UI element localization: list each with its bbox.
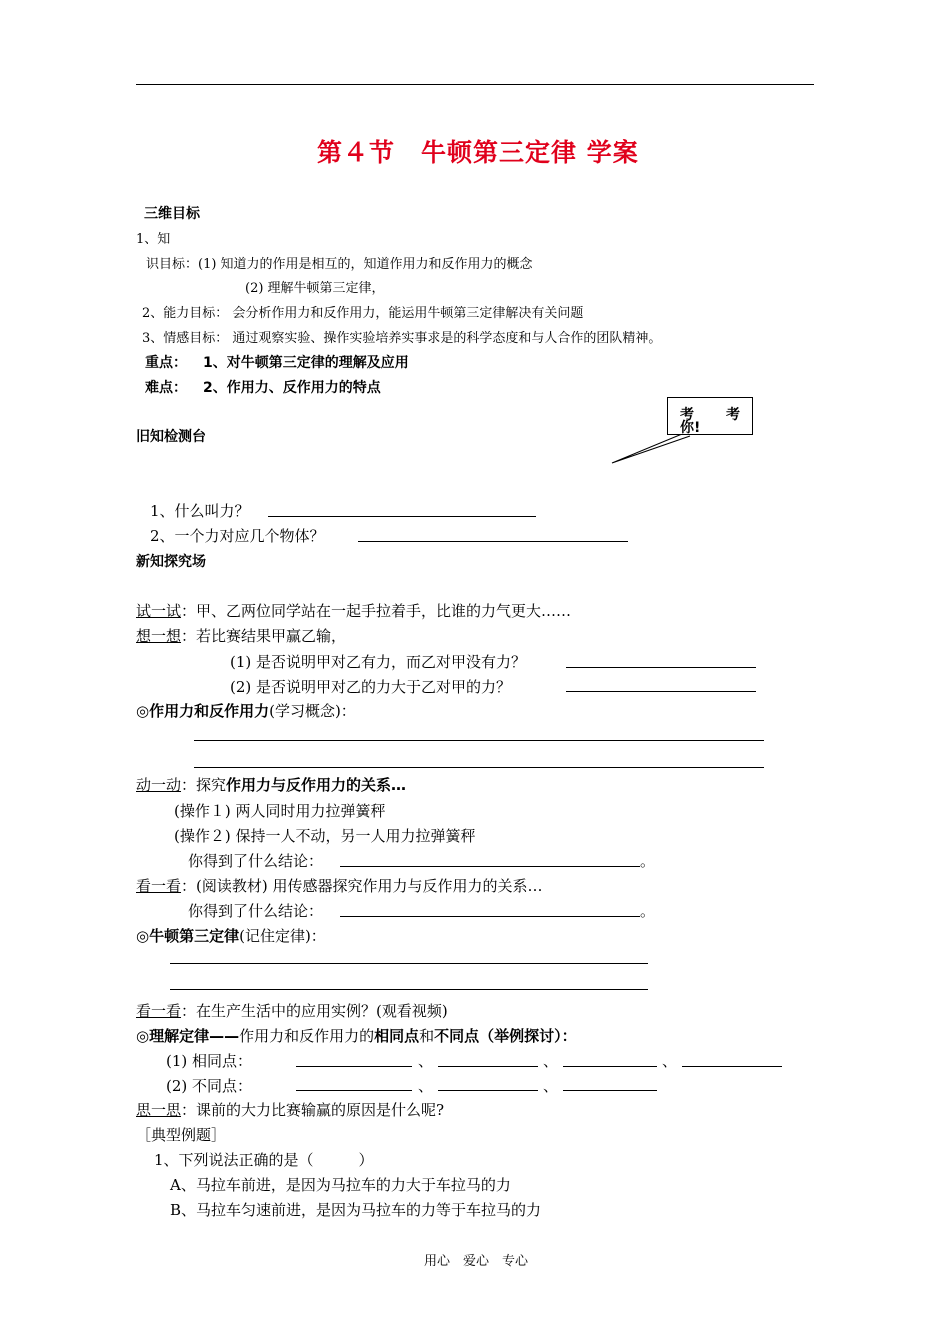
knowledge-goal-2: (2) 理解牛顿第三定律， <box>245 281 385 296</box>
review-question-1: 1、什么叫力？ <box>150 502 250 520</box>
same-points-label: (1) 相同点： <box>166 1052 253 1070</box>
option-a: A、马拉车前进，是因为马拉车的力大于车拉马的力 <box>170 1176 511 1194</box>
difficulty-text: 2、作用力、反作用力的特点 <box>203 380 381 396</box>
answer-blank[interactable] <box>563 1066 657 1067</box>
callout-text-1: 考 <box>680 407 694 423</box>
and-word: 和 <box>419 1027 435 1045</box>
reflect-label: 思一思 <box>136 1101 182 1119</box>
review-question-2: 2、一个力对应几个物体？ <box>150 527 325 545</box>
reflect-text: ：课前的大力比赛输赢的原因是什么呢? <box>181 1101 445 1119</box>
callout-text-2: 考 <box>726 407 740 423</box>
goals-heading: 三维目标 <box>144 206 200 222</box>
same-points-word: 相同点 <box>374 1027 420 1045</box>
answer-blank[interactable] <box>438 1090 538 1091</box>
explore-heading: 新知探究场 <box>136 554 206 570</box>
answer-blank[interactable] <box>358 541 628 542</box>
move-text: ：探究 <box>181 776 227 794</box>
try-line <box>136 600 571 621</box>
try-text: ：甲、乙两位同学站在一起手拉着手，比谁的力气更大…… <box>181 602 572 620</box>
law-heading: ◎牛顿第三定律 <box>136 927 240 945</box>
sentence-end: 。 <box>640 902 656 920</box>
think-text: ：若比赛结果甲赢乙输， <box>181 627 347 645</box>
difficulty-label: 难点： <box>145 380 187 396</box>
separator: 、 <box>418 1052 434 1070</box>
answer-blank[interactable] <box>296 1090 412 1091</box>
look2-label: 看一看 <box>136 1002 182 1020</box>
sentence-end: 。 <box>640 852 656 870</box>
example-question-1: 1、下列说法正确的是（ ） <box>154 1151 374 1169</box>
concept-heading: ◎作用力和反作用力 <box>136 702 270 720</box>
think-question-2: (2) 是否说明甲对乙的力大于乙对甲的力？ <box>230 678 512 696</box>
answer-blank[interactable] <box>566 691 756 692</box>
look2-line <box>136 1000 448 1021</box>
look2-text: ：在生产生活中的应用实例？(观看视频) <box>181 1002 448 1020</box>
answer-blank[interactable] <box>296 1066 412 1067</box>
emotion-goal: 3、情感目标： 通过观察实验、操作实验培养实事求是的科学态度和与人合作的团队精神。 <box>142 331 662 346</box>
examples-heading: ［典型例题］ <box>136 1126 227 1144</box>
option-b: B、马拉车匀速前进，是因为马拉车的力等于车拉马的力 <box>170 1201 542 1219</box>
think-line <box>136 625 346 646</box>
key-point-label: 重点： <box>145 355 187 371</box>
understand-heading: ◎理解定律—— <box>136 1027 240 1045</box>
conclusion-prompt: 你得到了什么结论： <box>188 852 324 870</box>
look-label: 看一看 <box>136 877 182 895</box>
page-footer: 用心 爱心 专心 <box>424 1254 529 1269</box>
separator: 、 <box>543 1077 559 1095</box>
page-title: 第４节 牛顿第三定律 学案 <box>317 138 639 167</box>
answer-blank[interactable] <box>194 740 764 741</box>
answer-blank[interactable] <box>340 866 640 867</box>
move-label: 动一动 <box>136 776 182 794</box>
answer-blank[interactable] <box>563 1090 657 1091</box>
law-note: (记住定律)： <box>239 927 326 945</box>
concept-note: (学习概念)： <box>269 702 356 720</box>
separator: 、 <box>418 1077 434 1095</box>
think-label: 想一想 <box>136 627 182 645</box>
understand-text: 作用力和反作用力的 <box>239 1027 375 1045</box>
diff-points-label: (2) 不同点： <box>166 1077 253 1095</box>
reflect-line <box>136 1099 444 1120</box>
knowledge-goal-prefix: 1、知 <box>136 232 171 247</box>
operation-1: (操作１) 两人同时用力拉弹簧秤 <box>174 802 386 820</box>
knowledge-goal-1: 识目标：(1) 知道力的作用是相互的，知道作用力和反作用力的概念 <box>146 257 533 272</box>
separator: 、 <box>662 1052 678 1070</box>
look-line <box>136 875 543 896</box>
answer-blank[interactable] <box>170 963 648 964</box>
callout-text-3: 你! <box>680 420 701 436</box>
answer-blank[interactable] <box>340 916 640 917</box>
header-rule <box>136 84 814 85</box>
ability-goal: 2、能力目标： 会分析作用力和反作用力，能运用牛顿第三定律解决有关问题 <box>142 306 584 321</box>
think-question-1: (1) 是否说明甲对乙有力，而乙对甲没有力？ <box>230 653 527 671</box>
separator: 、 <box>543 1052 559 1070</box>
callout-box <box>667 397 753 435</box>
move-line <box>136 774 406 795</box>
answer-blank[interactable] <box>438 1066 538 1067</box>
understand-line <box>136 1025 577 1046</box>
law-line <box>136 925 326 946</box>
operation-2: (操作２) 保持一人不动，另一人用力拉弹簧秤 <box>174 827 476 845</box>
answer-blank[interactable] <box>566 667 756 668</box>
conclusion-prompt: 你得到了什么结论： <box>188 902 324 920</box>
answer-blank[interactable] <box>194 767 764 768</box>
answer-blank[interactable] <box>268 516 536 517</box>
review-heading: 旧知检测台 <box>136 429 206 445</box>
move-topic: 作用力与反作用力的关系… <box>226 776 407 794</box>
answer-blank[interactable] <box>682 1066 782 1067</box>
answer-blank[interactable] <box>170 989 648 990</box>
concept-line <box>136 700 356 721</box>
look-text: ：(阅读教材) 用传感器探究作用力与反作用力的关系… <box>181 877 543 895</box>
try-label: 试一试 <box>136 602 182 620</box>
key-point-text: 1、对牛顿第三定律的理解及应用 <box>203 355 409 371</box>
diff-points-word: 不同点（举例探讨）： <box>434 1027 577 1045</box>
